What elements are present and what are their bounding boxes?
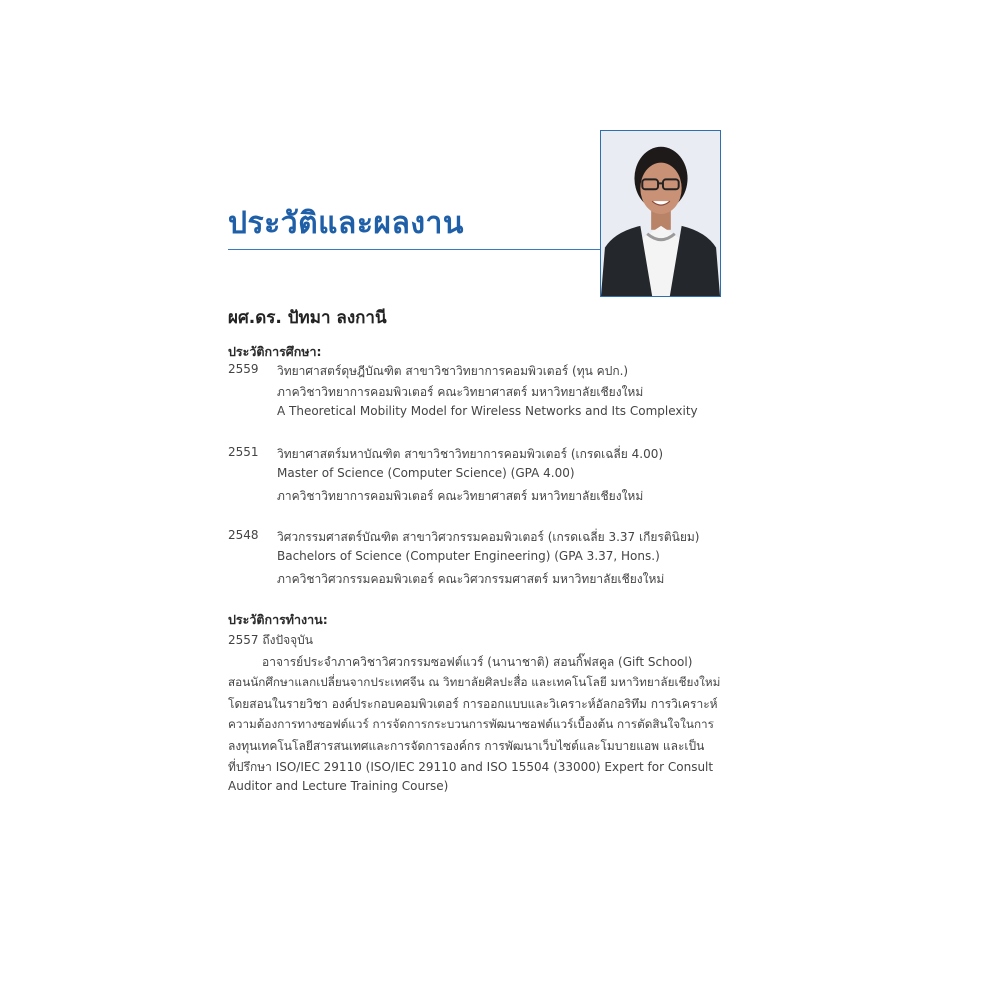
- work-paragraph-line: ความต้องการทางซอฟต์แวร์ การจัดการกระบวนการพัฒนาซอฟต์แวร์เบื้องต้น การตัดสินใจในการ: [228, 717, 714, 731]
- education-line: ภาควิชาวิทยาการคอมพิวเตอร์ คณะวิทยาศาสตร์ มหาวิทยาลัยเชียงใหม่: [277, 489, 644, 503]
- portrait-photo: [600, 130, 721, 297]
- work-paragraph-line: ที่ปรึกษา ISO/IEC 29110 (ISO/IEC 29110 and ISO 15504 (33000) Expert for Consult: [228, 760, 714, 774]
- education-line: ภาควิชาวิศวกรรมคอมพิวเตอร์ คณะวิศวกรรมศาสตร์ มหาวิทยาลัยเชียงใหม่: [277, 572, 665, 586]
- education-year: 2548: [228, 528, 259, 542]
- work-paragraph-line: Auditor and Lecture Training Course): [228, 779, 449, 793]
- work-period: 2557 ถึงปัจจุบัน: [228, 633, 313, 647]
- education-line: A Theoretical Mobility Model for Wireless Networks and Its Complexity: [277, 404, 698, 418]
- education-line: วิศวกรรมศาสตร์บัณฑิต สาขาวิศวกรรมคอมพิวเตอร์ (เกรดเฉลี่ย 3.37 เกียรตินิยม): [277, 530, 700, 544]
- portrait-illustration: [601, 131, 720, 296]
- education-line: ภาควิชาวิทยาการคอมพิวเตอร์ คณะวิทยาศาสตร์ มหาวิทยาลัยเชียงใหม่: [277, 385, 644, 399]
- work-paragraph-line: อาจารย์ประจำภาควิชาวิศวกรรมซอฟต์แวร์ (นานาชาติ) สอนกิ๊ฟสคูล (Gift School): [262, 655, 693, 669]
- work-paragraph-line: โดยสอนในรายวิชา องค์ประกอบคอมพิวเตอร์ การออกแบบและวิเคราะห์อัลกอริทึม การวิเคราะห์: [228, 697, 718, 711]
- education-heading: ประวัติการศึกษา:: [228, 344, 322, 359]
- education-line: วิทยาศาสตร์มหาบัณฑิต สาขาวิชาวิทยาการคอมพิวเตอร์ (เกรดเฉลี่ย 4.00): [277, 447, 664, 461]
- education-line: วิทยาศาสตร์ดุษฎีบัณฑิต สาขาวิชาวิทยาการคอมพิวเตอร์ (ทุน คปก.): [277, 364, 629, 378]
- title-underline: [228, 249, 600, 250]
- education-year: 2559: [228, 362, 259, 376]
- work-paragraph-line: สอนนักศึกษาแลกเปลี่ยนจากประเทศจีน ณ วิทยาลัยศิลปะสื่อ และเทคโนโลยี มหาวิทยาลัยเชียงใหม่: [228, 675, 721, 689]
- education-line: Master of Science (Computer Science) (GPA 4.00): [277, 466, 575, 480]
- page-title: ประวัติและผลงาน: [228, 206, 464, 241]
- work-paragraph-line: ลงทุนเทคโนโลยีสารสนเทศและการจัดการองค์กร การพัฒนาเว็บไซต์และโมบายแอพ และเป็น: [228, 739, 705, 753]
- education-year: 2551: [228, 445, 259, 459]
- education-line: Bachelors of Science (Computer Engineering) (GPA 3.37, Hons.): [277, 549, 660, 563]
- work-heading: ประวัติการทำงาน:: [228, 612, 328, 627]
- person-name: ผศ.ดร. ปัทมา ลงกานี: [228, 308, 387, 328]
